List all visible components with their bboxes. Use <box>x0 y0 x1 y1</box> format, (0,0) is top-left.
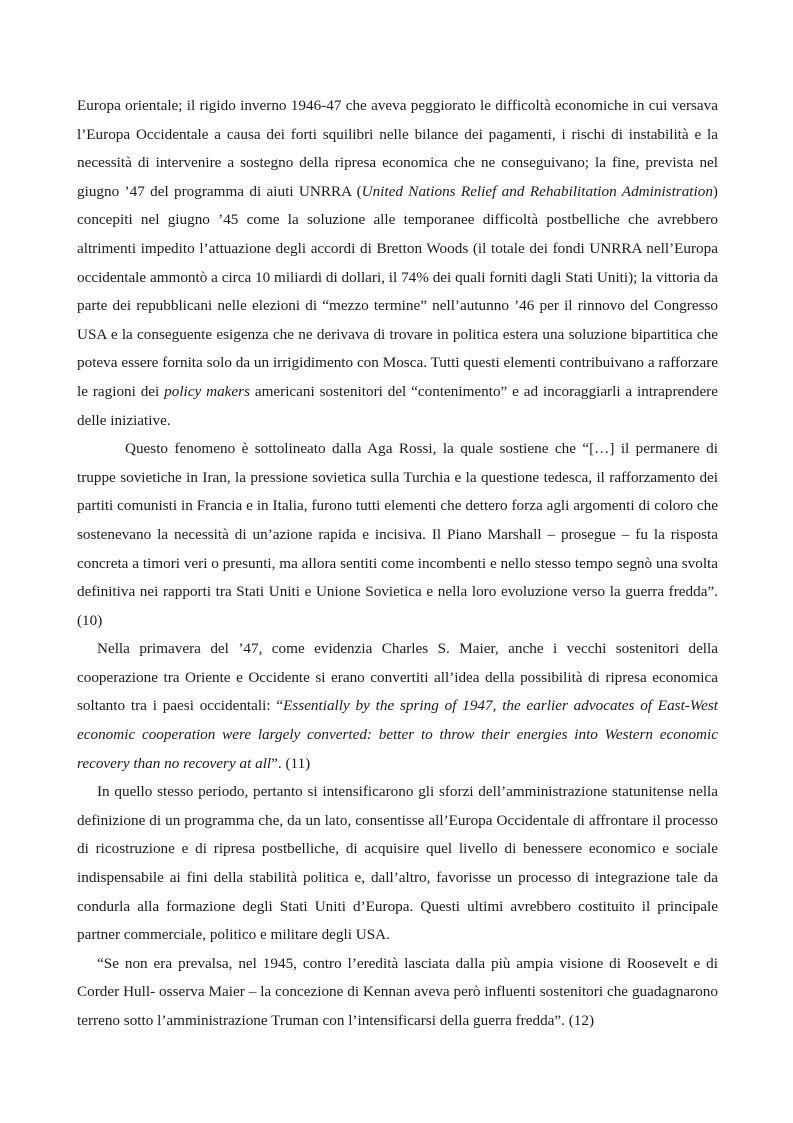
text-segment: “Se non era prevalsa, nel 1945, contro l’eredità lasciata dalla più ampia visione di Roosevelt e di Corder Hull- osserva Maier – la concezione di Kennan aveva però influenti sostenitori che guadagnarono terreno sotto l’amministrazione Truman con l’intensificarsi della guerra fredda”. (12) <box>77 954 718 1029</box>
text-segment: Nella primavera del ’47, come evidenzia Charles S. Maier, anche i vecchi sostenitori della cooperazione tra Oriente e Occidente si erano convertiti all’idea della possibilità di ripresa economica soltanto tra i paesi occidentali: “ <box>77 640 718 715</box>
paragraph-aga-rossi <box>77 435 718 635</box>
text-segment: Questo fenomeno è sottolineato dalla Aga Rossi, la quale sostiene che “[…] il permanere di truppe sovietiche in Iran, la pressione sovietica sulla Turchia e la questione tedesca, il rafforzamento dei partiti comunisti in Francia e in Italia, furono tutti elementi che dettero forza agli argomenti di coloro che sostenevano la necessità di un’azione rapida e incisiva. Il Piano Marshall – prosegue – fu la risposta concreta a timori veri o presunti, ma allora sentiti come incombenti e nello stesso tempo segnò una svolta definitiva nei rapporti tra Stati Uniti e Unione Sovietica e nella loro evoluzione verso la guerra fredda”. (10) <box>77 440 718 629</box>
italic-segment: policy makers <box>164 382 250 400</box>
text-segment: americani sostenitori del “contenimento” e ad incoraggiarli a intraprendere delle iniziative. <box>77 382 718 429</box>
paragraph-us-program <box>77 778 718 950</box>
italic-segment: United Nations Relief and Rehabilitation Administration <box>361 182 713 200</box>
document-page <box>77 92 718 1036</box>
text-segment: In quello stesso periodo, pertanto si intensificarono gli sforzi dell’amministrazione statunitense nella definizione di un programma che, da un lato, consentisse all’Europa Occidentale di affrontare il processo di ricostruzione e di ripresa postbelliche, di acquisire quel livello di benessere economico e sociale indispensabile ai fini della stabilità politica e, dall’altro, favorisse un processo di integrazione tale da condurla alla formazione degli Stati Uniti d’Europa. Questi ultimi avrebbero costituito il principale partner commerciale, politico e militare degli USA. <box>77 783 718 944</box>
paragraph-maier-quote <box>77 635 718 778</box>
text-segment: ”. (11) <box>271 754 311 772</box>
text-segment: Europa orientale; il rigido inverno 1946-47 che aveva peggiorato le difficoltà economiche in cui versava l’Europa Occidentale a causa dei forti squilibri nelle bilance dei pagamenti, i rischi di instabilità e la necessità di intervenire a sostegno della ripresa economica che ne conseguivano; la fine, prevista nel giugno ’47 del programma di aiuti UNRRA ( <box>77 97 718 200</box>
paragraph-context-list <box>77 92 718 435</box>
paragraph-kennan <box>77 950 718 1036</box>
italic-segment: Essentially by the spring of 1947, the earlier advocates of East-West economic cooperation were largely converted: better to throw their energies into Western economic recovery than no recovery at all <box>77 697 718 772</box>
text-segment: ) concepiti nel giugno ’45 come la soluzione alle temporanee difficoltà postbelliche che avrebbero altrimenti impedito l’attuazione degli accordi di Bretton Woods (il totale dei fondi UNRRA nell’Europa occidentale ammontò a circa 10 miliardi di dollari, il 74% dei quali forniti dagli Stati Uniti); la vittoria da parte dei repubblicani nelle elezioni di “mezzo termine” nell’autunno ’46 per il rinnovo del Congresso USA e la conseguente esigenza che ne derivava di trovare in politica estera una soluzione bipartitica che poteva essere fornita solo da un irrigidimento con Mosca. Tutti questi elementi contribuivano a rafforzare le ragioni dei <box>77 182 718 400</box>
